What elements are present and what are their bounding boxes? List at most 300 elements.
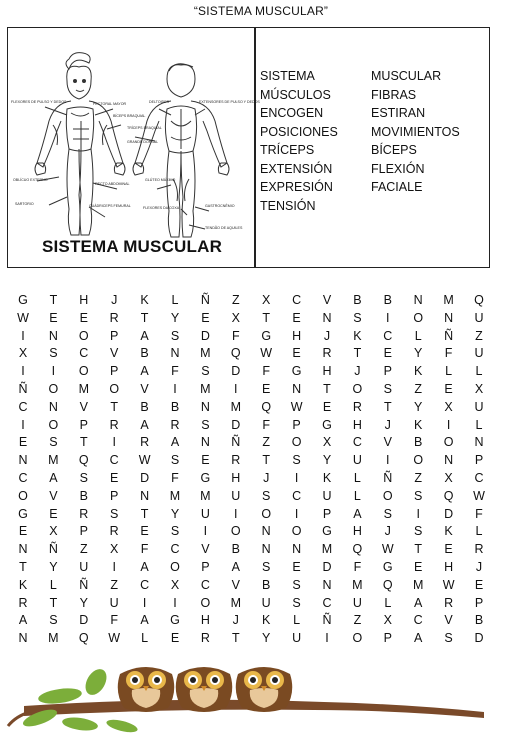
- grid-cell[interactable]: U: [292, 631, 302, 646]
- grid-cell[interactable]: Ñ: [79, 577, 89, 592]
- grid-cell[interactable]: Q: [352, 542, 363, 557]
- grid-cell[interactable]: U: [474, 399, 484, 414]
- grid-cell[interactable]: I: [21, 417, 25, 432]
- grid-cell[interactable]: S: [170, 328, 180, 343]
- grid-cell[interactable]: K: [140, 293, 149, 307]
- grid-cell[interactable]: U: [322, 488, 332, 503]
- grid-cell[interactable]: O: [109, 382, 120, 396]
- grid-cell[interactable]: V: [201, 542, 210, 557]
- grid-cell[interactable]: A: [414, 595, 423, 610]
- grid-cell[interactable]: U: [231, 488, 241, 503]
- grid-cell[interactable]: F: [475, 506, 483, 521]
- grid-cell[interactable]: N: [140, 488, 150, 503]
- grid-cell[interactable]: H: [292, 328, 302, 343]
- grid-cell[interactable]: V: [322, 293, 332, 307]
- grid-cell[interactable]: J: [323, 328, 331, 343]
- grid-cell[interactable]: P: [201, 560, 210, 574]
- grid-cell[interactable]: S: [262, 560, 271, 574]
- grid-cell[interactable]: E: [18, 435, 28, 450]
- grid-cell[interactable]: B: [231, 542, 240, 557]
- grid-cell[interactable]: E: [474, 577, 484, 592]
- grid-cell[interactable]: S: [292, 595, 301, 610]
- grid-cell[interactable]: U: [200, 506, 210, 521]
- grid-cell[interactable]: O: [443, 435, 454, 450]
- grid-cell[interactable]: P: [383, 364, 392, 379]
- grid-cell[interactable]: I: [294, 506, 299, 521]
- grid-cell[interactable]: V: [110, 346, 119, 361]
- grid-cell[interactable]: Z: [79, 542, 88, 557]
- grid-cell[interactable]: G: [291, 364, 302, 379]
- grid-cell[interactable]: S: [79, 471, 88, 485]
- grid-cell[interactable]: V: [383, 435, 392, 450]
- grid-cell[interactable]: M: [230, 399, 241, 414]
- grid-cell[interactable]: A: [49, 471, 58, 485]
- grid-cell[interactable]: Ñ: [48, 542, 58, 557]
- grid-cell[interactable]: A: [231, 560, 240, 574]
- grid-cell[interactable]: E: [262, 382, 271, 396]
- grid-cell[interactable]: Y: [414, 346, 423, 361]
- grid-cell[interactable]: A: [140, 328, 149, 343]
- grid-cell[interactable]: P: [292, 417, 301, 432]
- grid-cell[interactable]: I: [386, 453, 390, 468]
- grid-cell[interactable]: N: [48, 328, 58, 343]
- grid-cell[interactable]: C: [200, 577, 210, 592]
- grid-cell[interactable]: G: [170, 613, 180, 628]
- grid-cell[interactable]: Ñ: [200, 293, 210, 307]
- grid-cell[interactable]: S: [49, 435, 58, 450]
- grid-cell[interactable]: E: [110, 471, 119, 485]
- grid-cell[interactable]: I: [416, 506, 420, 521]
- grid-cell[interactable]: W: [108, 631, 121, 646]
- grid-cell[interactable]: L: [171, 293, 179, 307]
- grid-cell[interactable]: T: [383, 399, 392, 414]
- grid-cell[interactable]: B: [140, 346, 149, 361]
- grid-cell[interactable]: Y: [170, 310, 180, 325]
- grid-cell[interactable]: P: [383, 631, 392, 646]
- grid-cell[interactable]: K: [444, 524, 453, 539]
- grid-cell[interactable]: U: [352, 595, 362, 610]
- grid-cell[interactable]: E: [18, 524, 28, 539]
- grid-cell[interactable]: L: [384, 595, 392, 610]
- grid-cell[interactable]: Z: [353, 613, 362, 628]
- grid-cell[interactable]: R: [18, 595, 28, 610]
- grid-cell[interactable]: W: [138, 453, 151, 468]
- grid-cell[interactable]: O: [291, 524, 302, 539]
- grid-cell[interactable]: D: [322, 560, 332, 574]
- grid-cell[interactable]: R: [79, 506, 89, 521]
- grid-cell[interactable]: R: [109, 310, 119, 325]
- grid-cell[interactable]: P: [110, 488, 119, 503]
- grid-cell[interactable]: I: [294, 471, 299, 485]
- grid-cell[interactable]: W: [290, 399, 303, 414]
- grid-cell[interactable]: L: [475, 364, 483, 379]
- grid-cell[interactable]: E: [383, 346, 392, 361]
- grid-cell[interactable]: V: [79, 399, 88, 414]
- grid-cell[interactable]: O: [200, 595, 211, 610]
- grid-cell[interactable]: Y: [414, 399, 423, 414]
- grid-cell[interactable]: F: [231, 328, 240, 343]
- grid-cell[interactable]: R: [474, 542, 484, 557]
- grid-cell[interactable]: I: [234, 382, 238, 396]
- grid-cell[interactable]: G: [18, 293, 28, 307]
- grid-cell[interactable]: N: [292, 542, 302, 557]
- grid-cell[interactable]: J: [475, 560, 483, 574]
- grid-cell[interactable]: W: [381, 542, 394, 557]
- grid-cell[interactable]: O: [382, 488, 393, 503]
- grid-cell[interactable]: S: [353, 310, 362, 325]
- grid-cell[interactable]: B: [170, 399, 180, 414]
- grid-cell[interactable]: U: [352, 453, 362, 468]
- grid-cell[interactable]: S: [262, 488, 271, 503]
- grid-cell[interactable]: I: [112, 560, 116, 574]
- grid-cell[interactable]: F: [171, 471, 179, 485]
- grid-cell[interactable]: Q: [78, 453, 89, 468]
- grid-cell[interactable]: M: [48, 631, 59, 646]
- grid-cell[interactable]: R: [200, 631, 210, 646]
- grid-cell[interactable]: Z: [414, 471, 422, 485]
- grid-cell[interactable]: N: [18, 542, 28, 557]
- grid-cell[interactable]: G: [200, 471, 211, 485]
- grid-cell[interactable]: O: [230, 524, 241, 539]
- grid-cell[interactable]: Y: [49, 560, 58, 574]
- grid-cell[interactable]: O: [413, 310, 424, 325]
- grid-cell[interactable]: O: [18, 488, 28, 503]
- grid-cell[interactable]: E: [49, 506, 58, 521]
- grid-cell[interactable]: Q: [230, 346, 241, 361]
- grid-cell[interactable]: D: [231, 417, 241, 432]
- grid-cell[interactable]: Z: [262, 435, 270, 450]
- grid-cell[interactable]: X: [110, 542, 119, 557]
- grid-cell[interactable]: W: [260, 346, 273, 361]
- grid-cell[interactable]: T: [353, 346, 362, 361]
- grid-cell[interactable]: N: [413, 293, 423, 307]
- grid-cell[interactable]: Ñ: [322, 613, 332, 628]
- grid-cell[interactable]: E: [414, 560, 423, 574]
- grid-cell[interactable]: Q: [382, 577, 393, 592]
- grid-cell[interactable]: Q: [474, 293, 484, 307]
- grid-cell[interactable]: Z: [414, 382, 422, 396]
- grid-cell[interactable]: L: [353, 471, 361, 485]
- grid-cell[interactable]: H: [231, 471, 241, 485]
- grid-cell[interactable]: T: [323, 382, 331, 396]
- grid-cell[interactable]: E: [79, 310, 88, 325]
- grid-cell[interactable]: M: [352, 577, 363, 592]
- grid-cell[interactable]: T: [79, 435, 88, 450]
- grid-cell[interactable]: M: [200, 382, 211, 396]
- grid-cell[interactable]: N: [474, 435, 484, 450]
- grid-cell[interactable]: C: [109, 453, 119, 468]
- grid-cell[interactable]: R: [352, 399, 362, 414]
- grid-cell[interactable]: M: [169, 488, 181, 503]
- grid-cell[interactable]: S: [292, 577, 301, 592]
- grid-cell[interactable]: I: [173, 382, 177, 396]
- grid-cell[interactable]: V: [444, 613, 453, 628]
- grid-cell[interactable]: N: [322, 310, 332, 325]
- grid-cell[interactable]: Ñ: [18, 382, 28, 396]
- grid-cell[interactable]: E: [201, 453, 210, 468]
- grid-cell[interactable]: Y: [262, 631, 271, 646]
- grid-cell[interactable]: P: [110, 364, 119, 379]
- grid-cell[interactable]: N: [292, 382, 302, 396]
- grid-cell[interactable]: C: [383, 328, 393, 343]
- grid-cell[interactable]: J: [111, 293, 118, 307]
- grid-cell[interactable]: A: [140, 560, 149, 574]
- grid-cell[interactable]: D: [200, 328, 210, 343]
- grid-cell[interactable]: N: [261, 542, 271, 557]
- grid-cell[interactable]: L: [475, 417, 483, 432]
- grid-cell[interactable]: I: [203, 524, 208, 539]
- grid-cell[interactable]: U: [474, 310, 484, 325]
- grid-cell[interactable]: R: [322, 346, 332, 361]
- grid-cell[interactable]: A: [414, 631, 423, 646]
- grid-cell[interactable]: O: [352, 631, 363, 646]
- grid-cell[interactable]: P: [474, 453, 484, 468]
- grid-cell[interactable]: S: [383, 382, 392, 396]
- grid-cell[interactable]: L: [445, 364, 453, 379]
- grid-cell[interactable]: S: [170, 453, 180, 468]
- grid-cell[interactable]: N: [48, 399, 58, 414]
- grid-cell[interactable]: R: [231, 453, 241, 468]
- grid-cell[interactable]: F: [140, 542, 149, 557]
- grid-cell[interactable]: N: [200, 435, 210, 450]
- grid-cell[interactable]: O: [413, 453, 424, 468]
- grid-cell[interactable]: E: [201, 310, 210, 325]
- grid-cell[interactable]: J: [263, 471, 270, 485]
- grid-cell[interactable]: C: [413, 613, 423, 628]
- grid-cell[interactable]: O: [48, 417, 59, 432]
- grid-cell[interactable]: H: [200, 613, 210, 628]
- grid-cell[interactable]: G: [382, 560, 393, 574]
- grid-cell[interactable]: F: [444, 346, 453, 361]
- grid-cell[interactable]: G: [261, 328, 272, 343]
- grid-cell[interactable]: A: [353, 506, 362, 521]
- grid-cell[interactable]: I: [386, 310, 390, 325]
- grid-cell[interactable]: C: [18, 399, 28, 414]
- grid-cell[interactable]: W: [442, 577, 455, 592]
- grid-cell[interactable]: M: [412, 577, 424, 592]
- grid-cell[interactable]: U: [474, 346, 484, 361]
- grid-cell[interactable]: H: [79, 293, 89, 307]
- grid-cell[interactable]: E: [444, 382, 453, 396]
- grid-cell[interactable]: I: [51, 364, 56, 379]
- grid-cell[interactable]: R: [109, 417, 119, 432]
- grid-cell[interactable]: V: [140, 382, 149, 396]
- grid-cell[interactable]: Q: [78, 631, 89, 646]
- grid-cell[interactable]: C: [140, 577, 150, 592]
- grid-cell[interactable]: N: [444, 453, 454, 468]
- grid-cell[interactable]: T: [231, 631, 240, 646]
- grid-cell[interactable]: K: [262, 613, 271, 628]
- grid-cell[interactable]: D: [474, 631, 484, 646]
- grid-cell[interactable]: M: [443, 293, 454, 307]
- grid-cell[interactable]: D: [231, 364, 241, 379]
- grid-cell[interactable]: G: [322, 524, 332, 539]
- grid-cell[interactable]: G: [322, 417, 332, 432]
- grid-cell[interactable]: N: [261, 524, 271, 539]
- grid-cell[interactable]: F: [110, 613, 118, 628]
- grid-cell[interactable]: X: [444, 471, 453, 485]
- grid-cell[interactable]: D: [140, 471, 150, 485]
- grid-cell[interactable]: E: [292, 560, 301, 574]
- grid-cell[interactable]: O: [291, 435, 302, 450]
- grid-cell[interactable]: B: [383, 293, 392, 307]
- grid-cell[interactable]: N: [18, 453, 28, 468]
- grid-cell[interactable]: Z: [231, 293, 240, 307]
- grid-cell[interactable]: C: [292, 488, 302, 503]
- grid-cell[interactable]: K: [414, 417, 423, 432]
- grid-cell[interactable]: X: [170, 577, 180, 592]
- grid-cell[interactable]: C: [292, 293, 302, 307]
- grid-cell[interactable]: H: [352, 417, 362, 432]
- grid-cell[interactable]: T: [414, 542, 422, 557]
- grid-cell[interactable]: X: [262, 293, 271, 307]
- grid-cell[interactable]: E: [292, 346, 301, 361]
- grid-cell[interactable]: K: [18, 577, 28, 592]
- grid-cell[interactable]: A: [140, 364, 149, 379]
- grid-cell[interactable]: X: [231, 310, 240, 325]
- grid-cell[interactable]: I: [173, 595, 177, 610]
- grid-cell[interactable]: W: [17, 310, 29, 325]
- grid-cell[interactable]: M: [321, 542, 333, 557]
- grid-cell[interactable]: Q: [261, 399, 272, 414]
- grid-cell[interactable]: S: [110, 506, 119, 521]
- grid-cell[interactable]: T: [110, 399, 118, 414]
- grid-cell[interactable]: O: [170, 560, 180, 574]
- grid-cell[interactable]: I: [21, 328, 25, 343]
- grid-cell[interactable]: A: [170, 435, 180, 450]
- grid-cell[interactable]: F: [171, 364, 179, 379]
- grid-cell[interactable]: B: [474, 613, 484, 628]
- grid-cell[interactable]: B: [353, 293, 362, 307]
- grid-cell[interactable]: P: [322, 506, 332, 521]
- grid-cell[interactable]: L: [353, 488, 361, 503]
- grid-cell[interactable]: N: [444, 310, 454, 325]
- grid-cell[interactable]: B: [414, 435, 423, 450]
- grid-cell[interactable]: U: [261, 595, 271, 610]
- grid-cell[interactable]: E: [292, 310, 301, 325]
- grid-cell[interactable]: D: [444, 506, 454, 521]
- grid-cell[interactable]: E: [140, 524, 149, 539]
- grid-cell[interactable]: O: [78, 364, 89, 379]
- grid-cell[interactable]: J: [354, 364, 361, 379]
- grid-cell[interactable]: E: [322, 399, 332, 414]
- grid-cell[interactable]: I: [21, 364, 25, 379]
- grid-cell[interactable]: I: [234, 506, 238, 521]
- grid-cell[interactable]: Y: [322, 453, 332, 468]
- grid-cell[interactable]: H: [444, 560, 454, 574]
- grid-cell[interactable]: X: [444, 399, 453, 414]
- grid-cell[interactable]: R: [444, 595, 454, 610]
- grid-cell[interactable]: O: [261, 506, 272, 521]
- grid-cell[interactable]: I: [142, 595, 147, 610]
- grid-cell[interactable]: M: [200, 346, 211, 361]
- grid-cell[interactable]: S: [414, 524, 423, 539]
- grid-cell[interactable]: R: [109, 524, 119, 539]
- grid-cell[interactable]: A: [18, 613, 28, 628]
- grid-cell[interactable]: E: [170, 631, 180, 646]
- grid-cell[interactable]: Ñ: [231, 435, 241, 450]
- grid-cell[interactable]: C: [352, 435, 362, 450]
- grid-cell[interactable]: N: [200, 399, 210, 414]
- grid-cell[interactable]: M: [200, 488, 211, 503]
- grid-cell[interactable]: K: [353, 328, 362, 343]
- grid-cell[interactable]: S: [444, 631, 453, 646]
- grid-cell[interactable]: S: [201, 417, 210, 432]
- grid-cell[interactable]: V: [231, 577, 240, 592]
- grid-cell[interactable]: P: [79, 524, 88, 539]
- grid-cell[interactable]: T: [262, 310, 270, 325]
- grid-cell[interactable]: V: [49, 488, 58, 503]
- grid-cell[interactable]: I: [446, 417, 451, 432]
- grid-cell[interactable]: K: [322, 471, 332, 485]
- grid-cell[interactable]: O: [78, 328, 89, 343]
- grid-cell[interactable]: C: [170, 542, 180, 557]
- grid-cell[interactable]: T: [49, 595, 58, 610]
- grid-cell[interactable]: L: [49, 577, 57, 592]
- grid-cell[interactable]: I: [325, 631, 329, 646]
- grid-cell[interactable]: S: [292, 453, 301, 468]
- grid-cell[interactable]: S: [414, 488, 423, 503]
- grid-cell[interactable]: C: [18, 471, 28, 485]
- grid-cell[interactable]: A: [140, 417, 149, 432]
- grid-cell[interactable]: C: [79, 346, 89, 361]
- grid-cell[interactable]: R: [170, 417, 180, 432]
- grid-cell[interactable]: H: [352, 524, 362, 539]
- grid-cell[interactable]: X: [18, 346, 28, 361]
- grid-cell[interactable]: Z: [110, 577, 118, 592]
- grid-cell[interactable]: I: [112, 435, 116, 450]
- grid-cell[interactable]: J: [384, 524, 391, 539]
- grid-cell[interactable]: T: [49, 293, 58, 307]
- grid-cell[interactable]: Y: [79, 595, 88, 610]
- grid-cell[interactable]: M: [230, 595, 241, 610]
- grid-cell[interactable]: S: [49, 613, 58, 628]
- grid-cell[interactable]: G: [18, 506, 28, 521]
- grid-cell[interactable]: T: [262, 453, 270, 468]
- grid-cell[interactable]: T: [19, 560, 27, 574]
- grid-cell[interactable]: O: [48, 382, 59, 396]
- grid-cell[interactable]: E: [49, 310, 58, 325]
- grid-cell[interactable]: S: [383, 506, 392, 521]
- grid-cell[interactable]: N: [322, 577, 332, 592]
- grid-cell[interactable]: F: [353, 560, 362, 574]
- grid-cell[interactable]: K: [414, 364, 423, 379]
- grid-cell[interactable]: W: [473, 488, 485, 503]
- grid-cell[interactable]: L: [293, 613, 301, 628]
- grid-cell[interactable]: T: [140, 506, 149, 521]
- grid-cell[interactable]: B: [262, 577, 271, 592]
- grid-cell[interactable]: A: [140, 613, 149, 628]
- grid-cell[interactable]: P: [110, 328, 119, 343]
- grid-cell[interactable]: C: [474, 471, 484, 485]
- grid-cell[interactable]: Y: [170, 506, 180, 521]
- grid-cell[interactable]: Q: [443, 488, 454, 503]
- grid-cell[interactable]: M: [48, 453, 59, 468]
- grid-cell[interactable]: L: [475, 524, 483, 539]
- grid-cell[interactable]: N: [18, 631, 28, 646]
- grid-cell[interactable]: O: [352, 382, 363, 396]
- grid-cell[interactable]: J: [384, 417, 391, 432]
- grid-cell[interactable]: H: [322, 364, 332, 379]
- grid-cell[interactable]: M: [78, 382, 89, 396]
- grid-cell[interactable]: B: [140, 399, 149, 414]
- grid-cell[interactable]: N: [170, 346, 180, 361]
- grid-cell[interactable]: X: [383, 613, 392, 628]
- grid-cell[interactable]: S: [49, 346, 58, 361]
- grid-cell[interactable]: R: [140, 435, 150, 450]
- grid-cell[interactable]: S: [201, 364, 210, 379]
- grid-cell[interactable]: J: [232, 613, 239, 628]
